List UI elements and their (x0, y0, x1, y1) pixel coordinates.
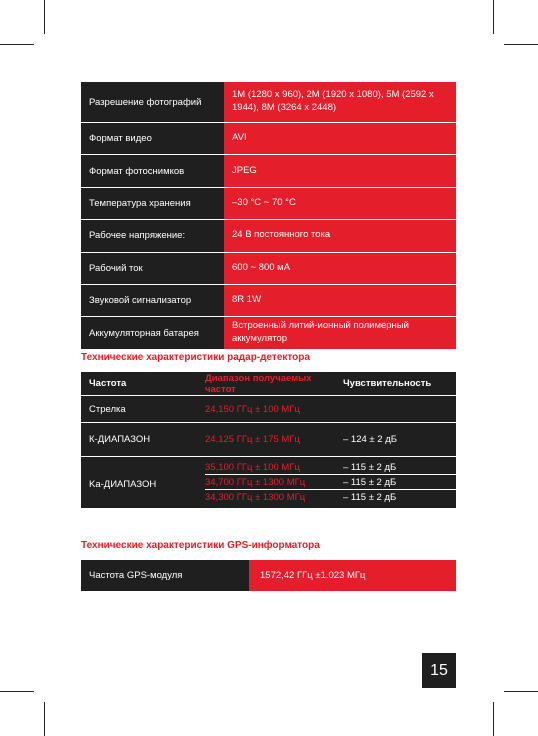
spec-value: AVI (224, 123, 456, 154)
spec-value: 600 ~ 800 мА (224, 253, 456, 284)
spec-value: –30 °С ~ 70 °С (224, 188, 456, 219)
crop-mark (504, 44, 538, 45)
gps-label: Частота GPS-модуля (81, 560, 249, 591)
freq-range: 24,150 ГГц ± 100 МГц (205, 403, 300, 415)
spec-value: JPEG (224, 155, 456, 186)
header-frequency: Частота (89, 378, 127, 389)
spec-label: Аккумуляторная батарея (81, 317, 224, 348)
gps-value: 1572,42 ГГц ±1.023 МГц (249, 560, 456, 591)
sensitivity: – 115 ± 2 дБ (343, 492, 397, 503)
table-row (81, 457, 456, 508)
table-row (81, 423, 456, 457)
header-range: Диапазон получаемых частот (205, 372, 312, 395)
spec-row (81, 317, 456, 349)
freq-range: 35,100 ГГц ± 100 МГц (205, 460, 343, 475)
crop-mark (493, 0, 494, 34)
spec-value: 8R 1W (224, 285, 456, 316)
crop-mark (0, 691, 34, 692)
spec-label: Формат фотоснимков (81, 155, 224, 186)
spec-label: Разрешение фотографий (81, 82, 224, 122)
spec-row (81, 188, 456, 220)
header-sensitivity: Чувствительность (343, 378, 432, 389)
crop-mark (504, 691, 538, 692)
page-number: 15 (422, 653, 456, 688)
spec-row (81, 155, 456, 187)
band-name: Стрелка (89, 403, 126, 415)
spec-label: Звуковой сигнализатор (81, 285, 224, 316)
crop-mark (0, 44, 34, 45)
spec-value: Встроенный литий-ионный полимерный аккумулятор (224, 317, 456, 348)
device-spec-table (81, 82, 456, 350)
table-row (81, 396, 456, 423)
spec-row (81, 123, 456, 155)
spec-value: 1M (1280 x 960), 2M (1920 x 1080), 5M (2592 x 1944), 8M (3264 x 2448) (224, 82, 456, 122)
gps-spec-row (81, 560, 456, 591)
sensitivity: – 124 ± 2 дБ (343, 434, 397, 445)
spec-label: Рабочий ток (81, 253, 224, 284)
spec-label: Формат видео (81, 123, 224, 154)
spec-row (81, 285, 456, 317)
sensitivity: – 115 ± 2 дБ (343, 475, 456, 490)
gps-section-title: Технические характеристики GPS-информатора (81, 540, 320, 551)
radar-table-header (81, 372, 456, 396)
freq-range: 24,125 ГГц ± 175 МГц (205, 434, 300, 445)
freq-range: 34,700 ГГц ± 1300 МГц (205, 475, 343, 490)
sensitivity: – 115 ± 2 дБ (343, 460, 456, 475)
radar-table-body (81, 396, 456, 508)
freq-range: 34,300 ГГц ± 1300 МГц (205, 492, 306, 503)
band-name: К-ДИАПАЗОН (89, 434, 151, 445)
crop-mark (44, 0, 45, 34)
band-name: Ka-ДИАПАЗОН (89, 478, 157, 490)
spec-row (81, 220, 456, 252)
spec-row (81, 253, 456, 285)
spec-label: Температура хранения (81, 188, 224, 219)
spec-value: 24 В постоянного тока (224, 220, 456, 251)
radar-section-title: Технические характеристики радар-детектора (81, 352, 310, 363)
crop-mark (44, 702, 45, 736)
spec-row (81, 82, 456, 123)
spec-label: Рабочее напряжение: (81, 220, 224, 251)
crop-mark (493, 702, 494, 736)
radar-spec-table (81, 372, 456, 508)
